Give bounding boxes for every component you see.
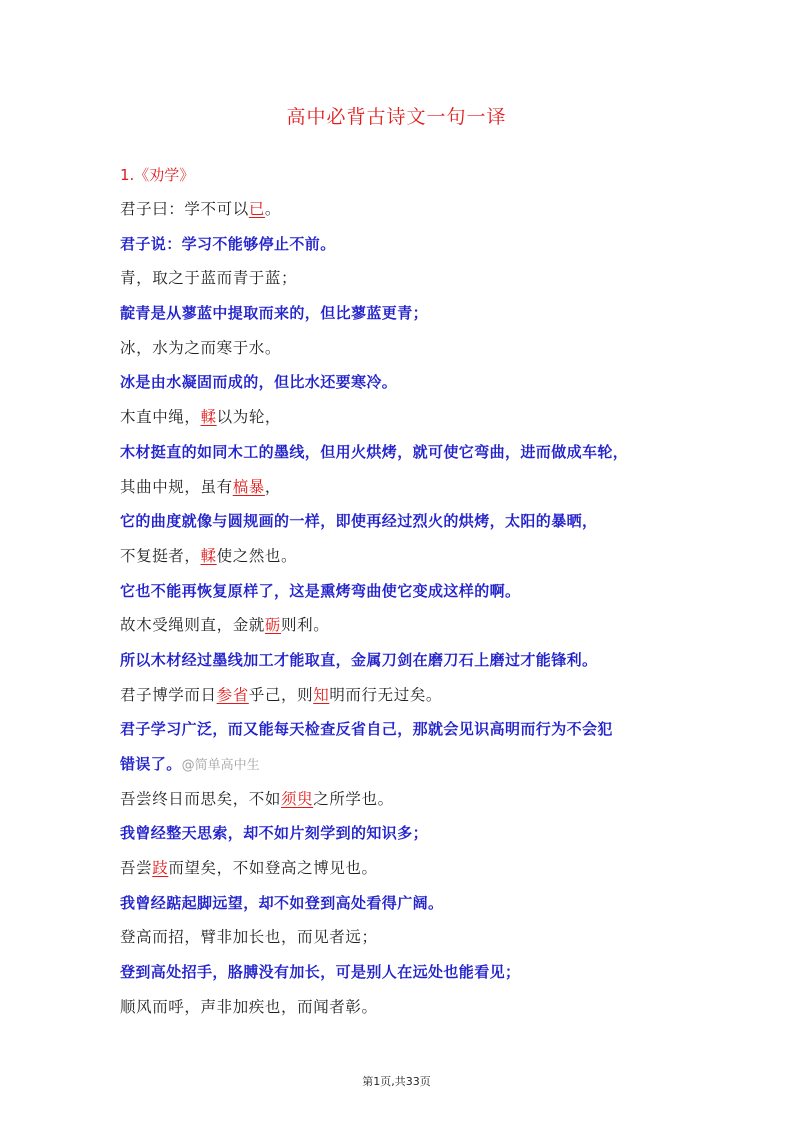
document-title: 高中必背古诗文一句一译 [286, 106, 507, 128]
highlighted-term: 跂 [152, 859, 169, 878]
translation-line [120, 716, 690, 751]
text-fragment: 使之然也。 [216, 546, 298, 565]
text-fragment: 木直中绳， [120, 408, 201, 427]
text-fragment: 错误了。 [120, 755, 182, 773]
highlighted-term: 知 [313, 685, 330, 704]
text-fragment: 明而行无过矣。 [329, 685, 443, 704]
text-fragment: 青，取之于蓝而青于蓝； [120, 269, 298, 288]
text-fragment: 所以木材经过墨线加工才能取直，金属刀剑在磨刀石上磨过才能锋利。 [120, 650, 598, 669]
translation-line [120, 820, 690, 855]
text-fragment: 不复挺者， [120, 546, 201, 565]
text-fragment: 我曾经整天思索，却不如片刻学到的知识多； [120, 824, 429, 843]
translation-line [120, 508, 690, 543]
original-text-line [120, 474, 690, 509]
text-fragment: 其曲中规，虽有 [120, 477, 233, 496]
original-text-line [120, 335, 690, 370]
original-text-line [120, 682, 690, 717]
original-text-line [120, 612, 690, 647]
text-fragment: 乎己，则 [248, 685, 314, 704]
translation-line [120, 578, 690, 613]
highlighted-term: 槁暴 [232, 477, 265, 496]
text-fragment: 之所学也。 [313, 789, 394, 808]
page-footer: 第1页,共33页 [362, 1075, 431, 1088]
text-fragment: 我曾经踮起脚远望，却不如登到高处看得广阔。 [120, 893, 444, 912]
text-fragment: 君子说：学习不能够停止不前。 [120, 234, 336, 253]
text-fragment: 君子学习广泛，而又能每天检查反省自己，那就会见识高明而行为不会犯 [120, 720, 613, 739]
watermark-text: @简单高中生 [181, 758, 260, 773]
translation-line [120, 647, 690, 682]
original-text-line [120, 265, 690, 300]
translation-line [120, 959, 690, 994]
highlighted-term: 砺 [264, 616, 282, 635]
original-text-line [120, 543, 690, 578]
text-fragment: 靛青是从蓼蓝中提取而来的，但比蓼蓝更青； [120, 304, 429, 323]
highlighted-term: 輮 [200, 546, 217, 565]
translation-line [120, 231, 690, 266]
text-fragment: 顺风而呼，声非加疾也，而闻者彰。 [120, 997, 378, 1016]
text-fragment: 则利。 [281, 616, 330, 635]
text-fragment: 而望矣，不如登高之博见也。 [168, 859, 378, 878]
text-fragment: 登到高处招手，胳膊没有加长，可是别人在远处也能看见； [120, 963, 521, 982]
translation-line [120, 369, 690, 404]
text-fragment: 木材挺直的如同木工的墨线，但用火烘烤，就可使它弯曲，进而做成车轮， [120, 442, 629, 461]
text-fragment: 故木受绳则直，金就 [120, 616, 265, 635]
highlighted-term: 輮 [200, 408, 217, 427]
translation-line [120, 300, 690, 335]
text-fragment: ， [264, 477, 282, 496]
text-fragment: 以为轮， [216, 408, 282, 427]
text-fragment: 吾尝终日而思矣，不如 [120, 789, 282, 808]
highlighted-term: 须臾 [281, 789, 314, 808]
original-text-line [120, 924, 690, 959]
highlighted-term: 已 [248, 200, 265, 218]
text-fragment: 。 [264, 200, 282, 218]
highlighted-term: 参省 [216, 685, 249, 704]
text-fragment: 它也不能再恢复原样了，这是熏烤弯曲使它变成这样的啊。 [120, 581, 521, 600]
translation-line [120, 890, 690, 925]
text-fragment: 冰是由水凝固而成的，但比水还要寒冷。 [120, 373, 398, 392]
original-text-line [120, 786, 690, 821]
original-text-line [120, 994, 690, 1029]
text-fragment: 吾尝 [120, 859, 153, 878]
original-text-line [120, 855, 690, 890]
original-text-line [120, 404, 690, 439]
section-heading: 1.《劝学》 [120, 166, 195, 184]
translation-line [120, 751, 690, 786]
text-fragment: 君子博学而日 [120, 685, 217, 704]
text-fragment: 登高而招，臂非加长也，而见者远； [120, 928, 378, 947]
text-body [120, 196, 690, 1029]
translation-line [120, 439, 690, 474]
original-text-line [120, 196, 690, 231]
text-fragment: 冰，水为之而寒于水。 [120, 338, 282, 357]
text-fragment: 君子曰：学不可以 [120, 200, 249, 218]
text-fragment: 它的曲度就像与圆规画的一样，即使再经过烈火的烘烤，太阳的暴晒， [120, 512, 598, 531]
